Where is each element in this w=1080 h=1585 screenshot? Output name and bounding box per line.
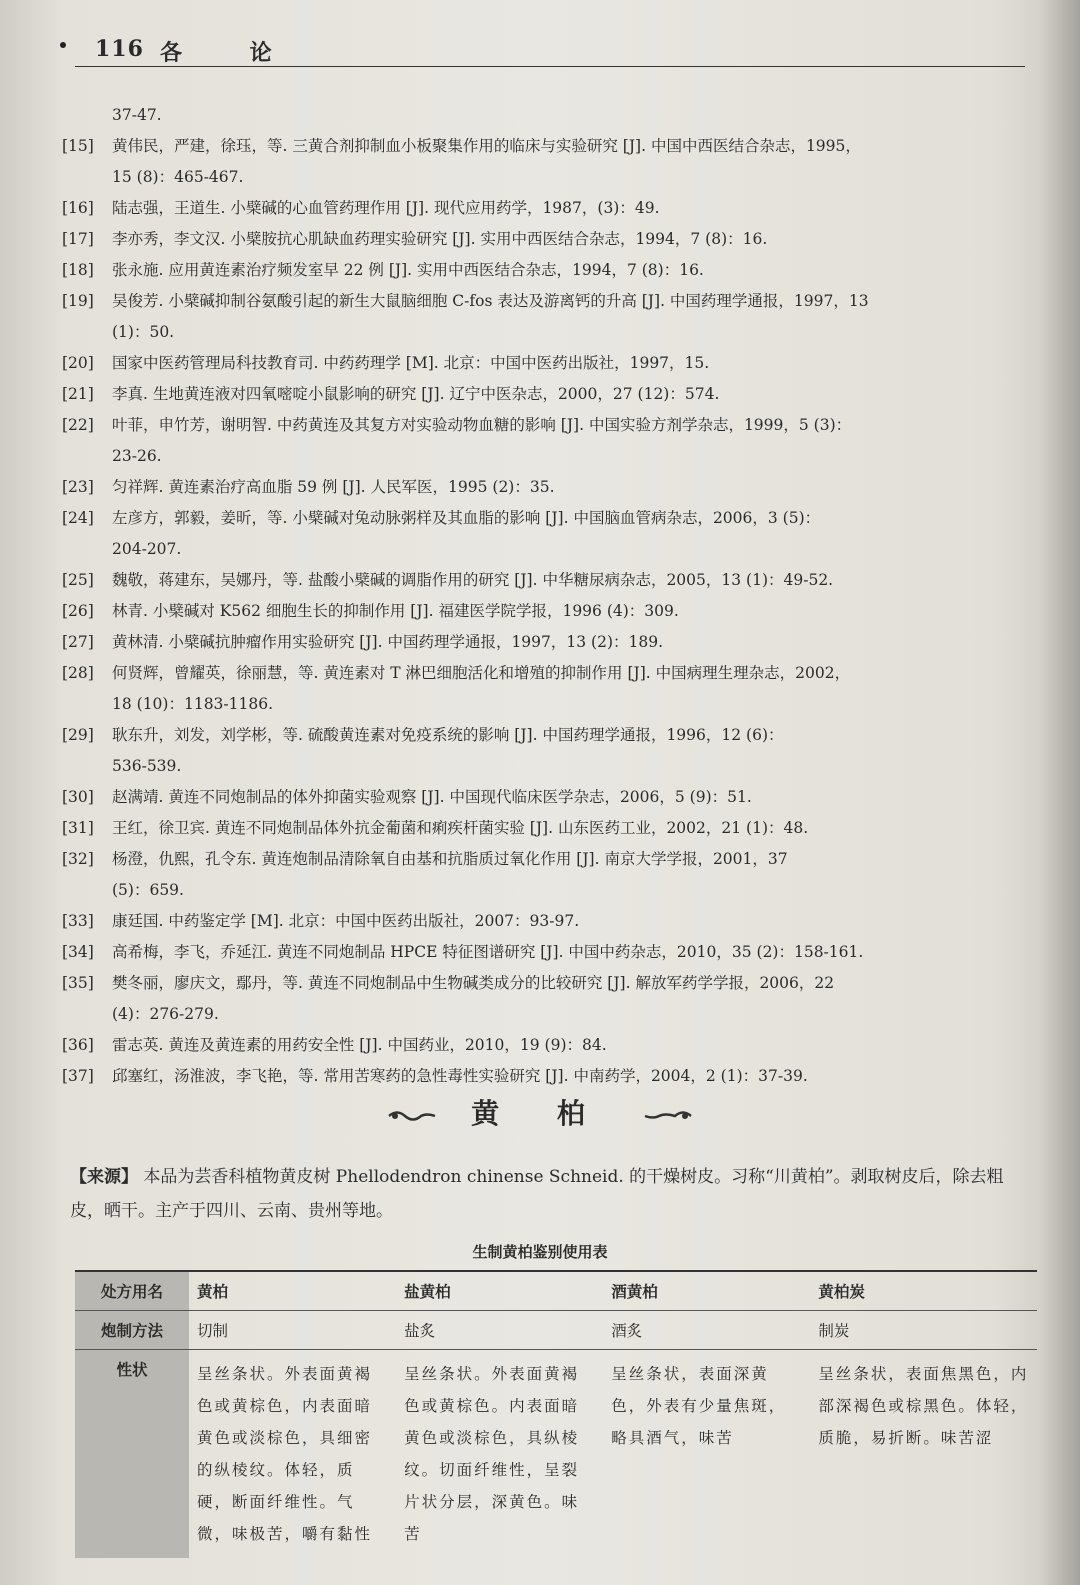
reference-number: [30] (62, 788, 94, 806)
reference-text: 樊冬丽，廖庆文，鄢丹，等. 黄连不同炮制品中生物碱类成分的比较研究 [J]. 解放军药学学报，2006，22 (112, 974, 835, 992)
reference-line (62, 906, 1032, 937)
table-row (75, 1311, 1037, 1350)
reference-line (62, 813, 1032, 844)
table-cell: 酒黄柏 (603, 1271, 810, 1311)
reference-text: 黄伟民，严建，徐珏，等. 三黄合剂抑制血小板聚集作用的临床与实验研究 [J]. 中国中西医结合杂志，1995， (112, 137, 861, 155)
herb-heading (0, 1092, 1080, 1132)
herb-name: 黄 柏 (471, 1097, 609, 1130)
reference-line (62, 751, 1032, 782)
reference-text: 魏敬，蒋建东，吴娜丹，等. 盐酸小檗碱的调脂作用的研究 [J]. 中华糖尿病杂志，2005，13 (1)：49-52. (112, 571, 834, 589)
reference-number: [18] (62, 261, 94, 279)
reference-line (62, 782, 1032, 813)
table-cell: 盐黄柏 (396, 1271, 603, 1311)
table-cell: 切制 (189, 1311, 396, 1350)
reference-line (62, 596, 1032, 627)
row-header: 性状 (75, 1350, 189, 1559)
table-cell: 呈丝条状。外表面黄褐色或黄棕色。内表面暗黄色或淡棕色，具纵棱纹。切面纤维性，呈裂片状分层，深黄色。味苦 (404, 1365, 580, 1543)
table-cell: 呈丝条状，表面焦黑色，内部深褐色或棕黑色。体轻，质脆，易折断。味苦涩 (818, 1365, 1029, 1447)
reference-number: [35] (62, 974, 94, 992)
reference-text: 张永施. 应用黄连素治疗频发室早 22 例 [J]. 实用中西医结合杂志，1994，7 (8)：16. (112, 261, 704, 279)
table-cell: 黄柏炭 (810, 1271, 1037, 1311)
reference-number: [26] (62, 602, 94, 620)
reference-text: 耿东升，刘发，刘学彬，等. 硫酸黄连素对免疫系统的影响 [J]. 中国药理学通报，1996，12 (6)： (112, 726, 784, 744)
identification-table (75, 1270, 1037, 1558)
reference-number: [22] (62, 416, 94, 434)
reference-text: 536-539. (112, 757, 182, 775)
reference-line (62, 348, 1032, 379)
reference-text: 高希梅，李飞，乔延江. 黄连不同炮制品 HPCE 特征图谱研究 [J]. 中国中药杂志，2010，35 (2)：158-161. (112, 943, 864, 961)
reference-text: 37-47. (112, 106, 162, 124)
header-bullet-icon (60, 42, 66, 48)
reference-line (62, 162, 1032, 193)
reference-number: [28] (62, 664, 94, 682)
reference-line (62, 131, 1032, 162)
reference-line (62, 379, 1032, 410)
reference-text: 何贤辉，曾耀英，徐丽慧，等. 黄连素对 T 淋巴细胞活化和增殖的抑制作用 [J]. 中国病理生理杂志，2002， (112, 664, 851, 682)
reference-line (62, 100, 1032, 131)
reference-number: [15] (62, 137, 94, 155)
right-ornament-icon (643, 1109, 693, 1123)
left-ornament-icon (387, 1109, 437, 1123)
row-header: 炮制方法 (75, 1311, 189, 1350)
reference-text: 康廷国. 中药鉴定学 [M]. 北京：中国中医药出版社，2007：93-97. (112, 912, 580, 930)
reference-line (62, 875, 1032, 906)
reference-number: [34] (62, 943, 94, 961)
reference-text: 吴俊芳. 小檗碱抑制谷氨酸引起的新生大鼠脑细胞 C-fos 表达及游离钙的升高 [J]. 中国药理学通报，1997，13 (112, 292, 869, 310)
table-row (75, 1350, 1037, 1559)
reference-number: [29] (62, 726, 94, 744)
table-cell: 酒炙 (603, 1311, 810, 1350)
reference-line (62, 565, 1032, 596)
reference-text: 陆志强，王道生. 小檗碱的心血管药理作用 [J]. 现代应用药学，1987，(3)：49. (112, 199, 660, 217)
table-cell: 盐炙 (396, 1311, 603, 1350)
source-paragraph (70, 1160, 1030, 1228)
reference-line (62, 224, 1032, 255)
reference-number: [16] (62, 199, 94, 217)
reference-number: [31] (62, 819, 94, 837)
source-label: 【来源】 (70, 1167, 138, 1187)
reference-number: [20] (62, 354, 94, 372)
reference-number: [21] (62, 385, 94, 403)
reference-text: 黄林清. 小檗碱抗肿瘤作用实验研究 [J]. 中国药理学通报，1997，13 (2)：189. (112, 633, 664, 651)
reference-line (62, 410, 1032, 441)
reference-line (62, 193, 1032, 224)
reference-text: 叶菲，申竹芳，谢明智. 中药黄连及其复方对实验动物血糖的影响 [J]. 中国实验方剂学杂志，1999，5 (3)： (112, 416, 852, 434)
reference-number: [27] (62, 633, 94, 651)
reference-list (62, 100, 1032, 1092)
reference-number: [32] (62, 850, 94, 868)
table-cell: 呈丝条状。外表面黄褐色或黄棕色，内表面暗黄色或淡棕色，具细密的纵棱纹。体轻，质硬，断面纤维性。气微，味极苦，嚼有黏性 (196, 1365, 372, 1543)
reference-line (62, 968, 1032, 999)
reference-text: 雷志英. 黄连及黄连素的用药安全性 [J]. 中国药业，2010，19 (9)：84. (112, 1036, 607, 1054)
section-title: 各 论 (160, 40, 302, 66)
reference-text: 23-26. (112, 447, 162, 465)
reference-line (62, 1030, 1032, 1061)
reference-text: 赵满靖. 黄连不同炮制品的体外抑菌实验观察 [J]. 中国现代临床医学杂志，2006，5 (9)：51. (112, 788, 752, 806)
reference-line (62, 689, 1032, 720)
table-cell: 制炭 (810, 1311, 1037, 1350)
reference-line (62, 317, 1032, 348)
reference-text: 李亦秀，李文汉. 小檗胺抗心肌缺血药理实验研究 [J]. 实用中西医结合杂志，1994，7 (8)：16. (112, 230, 768, 248)
reference-text: 杨澄，仇熙，孔令东. 黄连炮制品清除氧自由基和抗脂质过氧化作用 [J]. 南京大学学报，2001，37 (112, 850, 788, 868)
page-shadow (1040, 0, 1080, 1585)
reference-number: [33] (62, 912, 94, 930)
reference-text: 匀祥辉. 黄连素治疗高血脂 59 例 [J]. 人民军医，1995 (2)：35. (112, 478, 555, 496)
reference-line (62, 999, 1032, 1030)
reference-text: 王红，徐卫宾. 黄连不同炮制品体外抗金葡菌和痢疾杆菌实验 [J]. 山东医药工业，2002，21 (1)：48. (112, 819, 809, 837)
reference-line (62, 627, 1032, 658)
reference-text: 左彦方，郭毅，姜昕，等. 小檗碱对兔动脉粥样及其血脂的影响 [J]. 中国脑血管病杂志，2006，3 (5)： (112, 509, 821, 527)
reference-number: [36] (62, 1036, 94, 1054)
reference-line (62, 534, 1032, 565)
reference-number: [23] (62, 478, 94, 496)
reference-line (62, 844, 1032, 875)
table-cell: 呈丝条状，表面深黄色，外表有少量焦斑，略具酒气，味苦 (611, 1365, 787, 1447)
page-number: 116 (95, 36, 144, 62)
reference-text: (1)：50. (112, 323, 175, 341)
reference-line (62, 472, 1032, 503)
source-text: 本品为芸香科植物黄皮树 Phellodendron chinense Schneid. 的干燥树皮。习称“川黄柏”。剥取树皮后，除去粗皮，晒干。主产于四川、云南、贵州等地。 (70, 1167, 1004, 1221)
reference-number: [37] (62, 1067, 94, 1085)
reference-line (62, 658, 1032, 689)
header-rule (75, 66, 1025, 67)
reference-line (62, 503, 1032, 534)
reference-line (62, 441, 1032, 472)
reference-text: 邱塞红，汤淮波，李飞艳，等. 常用苦寒药的急性毒性实验研究 [J]. 中南药学，2004，2 (1)：37-39. (112, 1067, 808, 1085)
reference-number: [25] (62, 571, 94, 589)
table-row (75, 1271, 1037, 1311)
reference-text: 18 (10)：1183-1186. (112, 695, 274, 713)
table-cell: 黄柏 (189, 1271, 396, 1311)
row-header: 处方用名 (75, 1271, 189, 1311)
reference-number: [19] (62, 292, 94, 310)
reference-text: 204-207. (112, 540, 182, 558)
reference-line (62, 720, 1032, 751)
reference-text: 国家中医药管理局科技教育司. 中药药理学 [M]. 北京：中国中医药出版社，1997，15. (112, 354, 710, 372)
table-title: 生制黄柏鉴别使用表 (472, 1243, 608, 1261)
reference-number: [24] (62, 509, 94, 527)
reference-line (62, 255, 1032, 286)
reference-text: 15 (8)：465-467. (112, 168, 244, 186)
reference-text: (4)：276-279. (112, 1005, 219, 1023)
reference-text: 李真. 生地黄连液对四氧嘧啶小鼠影响的研究 [J]. 辽宁中医杂志，2000，27 (12)：574. (112, 385, 720, 403)
reference-line (62, 286, 1032, 317)
reference-number: [17] (62, 230, 94, 248)
reference-line (62, 937, 1032, 968)
reference-text: 林青. 小檗碱对 K562 细胞生长的抑制作用 [J]. 福建医学院学报，1996 (4)：309. (112, 602, 679, 620)
reference-line (62, 1061, 1032, 1092)
reference-text: (5)：659. (112, 881, 184, 899)
page-header (55, 30, 1025, 70)
